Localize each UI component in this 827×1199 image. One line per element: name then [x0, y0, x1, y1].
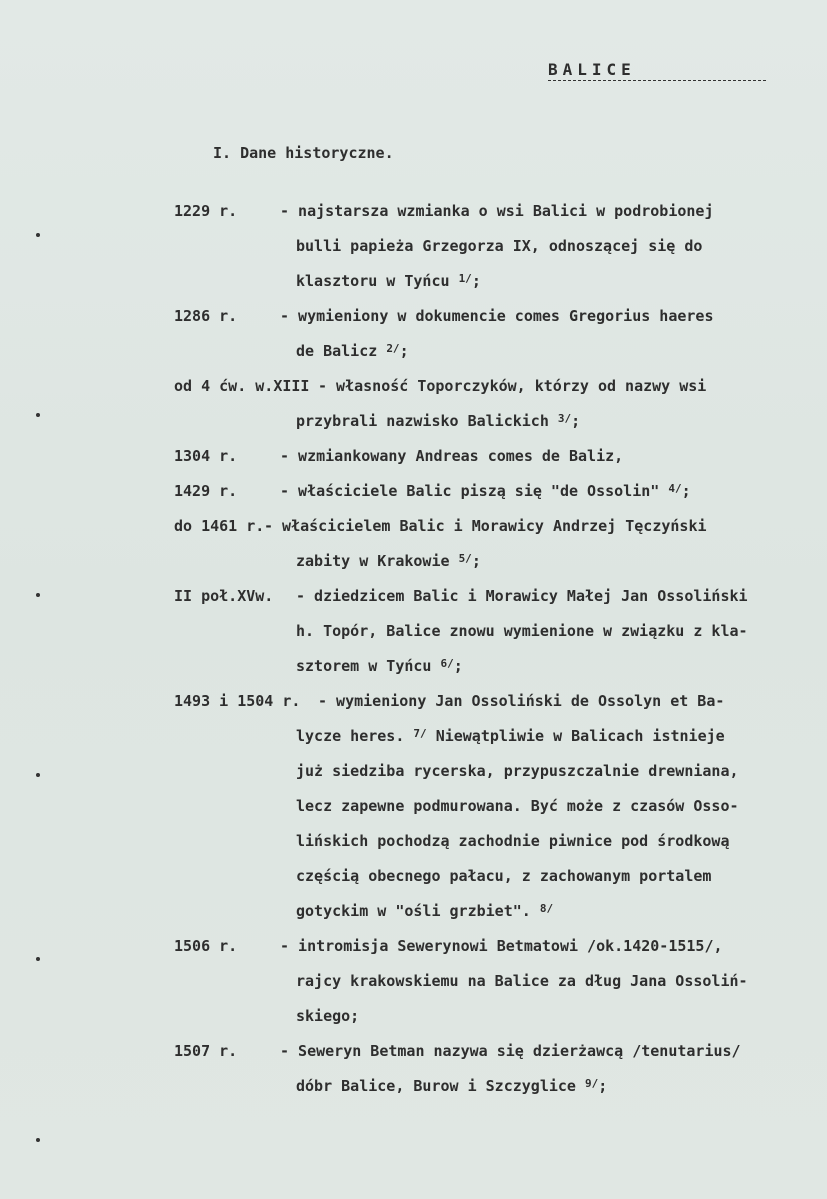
entry-line: zabity w Krakowie $^{5/}$;: [296, 552, 481, 570]
margin-mark: [36, 413, 40, 417]
footnote-ref: 2/: [386, 342, 400, 355]
document-title: BALICE: [548, 60, 766, 81]
entry-line: przybrali nazwisko Balickich $^{3/}$;: [296, 412, 581, 430]
entry-line: - wymieniony w dokumencie comes Gregorius haeres: [280, 307, 714, 325]
footnote-ref: 3/: [557, 412, 572, 425]
footnote-ref: 4/: [668, 482, 682, 495]
entry-date: 1229 r.: [174, 202, 238, 220]
footnote-ref: 1/: [458, 272, 472, 285]
entry-line: lycze heres. $^{7/}$ Niewątpliwie w Balicach istnieje: [296, 727, 725, 745]
footnote-ref: 9/: [585, 1077, 599, 1090]
entry-line: bulli papieża Grzegorza IX, odnoszącej się do: [296, 237, 703, 255]
margin-mark: [36, 593, 40, 597]
entry-date: 1506 r.: [174, 937, 238, 955]
footnote-ref: 5/: [458, 552, 472, 565]
entry-line: h. Topór, Balice znowu wymienione w związku z kla-: [296, 622, 748, 640]
entry-line: - dziedzicem Balic i Morawicy Małej Jan Ossoliński: [296, 587, 748, 605]
entry-date: 1507 r.: [174, 1042, 238, 1060]
entry-date: 1304 r.: [174, 447, 238, 465]
entry-line: - właścicielem Balic i Morawicy Andrzej Tęczyński: [264, 517, 707, 535]
entry-date: do 1461 r.: [174, 517, 265, 535]
entry-line: klasztoru w Tyńcu $^{1/}$;: [296, 272, 481, 290]
entry-line: sztorem w Tyńcu $^{6/}$;: [296, 657, 463, 675]
entry-line: - intromisja Sewerynowi Betmatowi /ok.1420-1515/,: [280, 937, 723, 955]
entry-line: lińskich pochodzą zachodnie piwnice pod środkową: [296, 832, 730, 850]
footnote-ref: 8/: [539, 902, 554, 915]
entry-line: rajcy krakowskiemu na Balice za dług Jana Ossoliń-: [296, 972, 748, 990]
entry-line: de Balicz $^{2/}$;: [296, 342, 409, 360]
margin-mark: [36, 1138, 40, 1142]
footnote-ref: 7/: [413, 727, 427, 740]
entry-line: częścią obecnego pałacu, z zachowanym portalem: [296, 867, 712, 885]
entry-line: - wzmiankowany Andreas comes de Baliz,: [280, 447, 624, 465]
footnote-ref: 6/: [440, 657, 454, 670]
entry-line: dóbr Balice, Burow i Szczyglice $^{9/}$;: [296, 1077, 608, 1095]
entry-line: gotyckim w "ośli grzbiet". $^{8/}$: [296, 902, 554, 920]
entry-date: od 4 ćw. w.XIII: [174, 377, 310, 395]
margin-mark: [36, 957, 40, 961]
entry-line: skiego;: [296, 1007, 360, 1025]
entry-line: - Seweryn Betman nazywa się dzierżawcą /tenutarius/: [280, 1042, 741, 1060]
entry-date: II poł.XVw.: [174, 587, 274, 605]
entry-date: 1493 i 1504 r.: [174, 692, 301, 710]
entry-line: - wymieniony Jan Ossoliński de Ossolyn et Ba-: [318, 692, 725, 710]
margin-mark: [36, 773, 40, 777]
entry-date: 1286 r.: [174, 307, 238, 325]
entry-line: - właściciele Balic piszą się "de Ossolin" $^{4/}$;: [280, 482, 691, 500]
margin-mark: [36, 233, 40, 237]
entry-line: lecz zapewne podmurowana. Być może z czasów Osso-: [296, 797, 739, 815]
entry-line: - własność Toporczyków, którzy od nazwy wsi: [318, 377, 707, 395]
entry-line: już siedziba rycerska, przypuszczalnie drewniana,: [296, 762, 739, 780]
entry-date: 1429 r.: [174, 482, 238, 500]
section-heading: I. Dane historyczne.: [213, 144, 394, 162]
entry-line: - najstarsza wzmianka o wsi Balici w podrobionej: [280, 202, 714, 220]
